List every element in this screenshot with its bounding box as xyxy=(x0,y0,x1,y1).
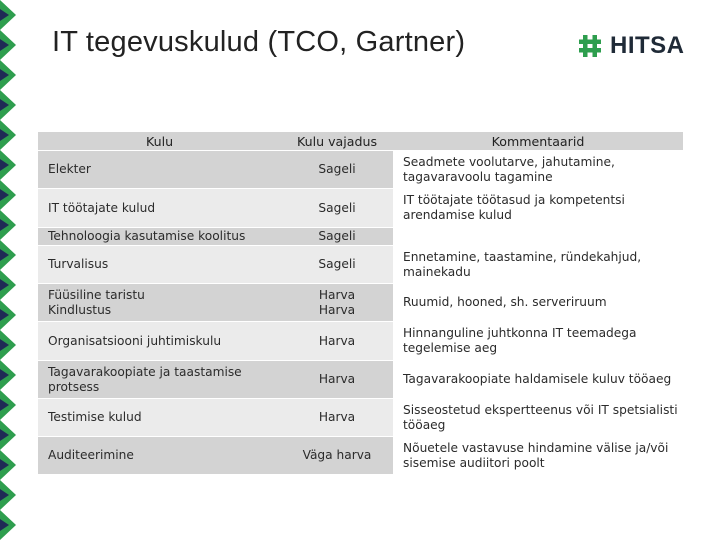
table-row xyxy=(38,151,683,189)
cell-kommentaar: IT töötajate töötasud ja kompetentsi arendamise kulud xyxy=(393,189,683,228)
cell-kulu: Tehnoloogia kasutamise koolitus xyxy=(38,228,281,246)
table-row xyxy=(38,399,683,437)
cell-vajadus: Sageli xyxy=(281,151,393,189)
cell-kulu: Organisatsiooni juhtimiskulu xyxy=(38,322,281,361)
cell-kommentaar: Tagavarakoopiate haldamisele kuluv tööaeg xyxy=(393,361,683,399)
cell-vajadus: Harva xyxy=(281,322,393,361)
cell-kulu: Füüsiline taristu Kindlustus xyxy=(38,284,281,322)
cell-kommentaar: Hinnanguline juhtkonna IT teemadega tegelemise aeg xyxy=(393,322,683,361)
cell-vajadus: Harva Harva xyxy=(281,284,393,322)
table-row xyxy=(38,284,683,322)
hash-logo-icon xyxy=(578,34,602,58)
cell-kommentaar xyxy=(393,228,683,246)
header-kommentaarid: Kommentaarid xyxy=(393,132,683,151)
cell-kulu: Tagavarakoopiate ja taastamise protsess xyxy=(38,361,281,399)
table-row xyxy=(38,322,683,361)
cell-kommentaar: Ruumid, hooned, sh. serveriruum xyxy=(393,284,683,322)
cell-vajadus: Väga harva xyxy=(281,437,393,475)
cell-kulu: Testimise kulud xyxy=(38,399,281,437)
page-title: IT tegevuskulud (TCO, Gartner) xyxy=(52,26,466,58)
cell-kulu: Auditeerimine xyxy=(38,437,281,475)
cell-kulu: Turvalisus xyxy=(38,246,281,284)
table-row xyxy=(38,228,683,246)
header-kulu: Kulu xyxy=(38,132,281,151)
table-row xyxy=(38,189,683,228)
cell-kommentaar: Seadmete voolutarve, jahutamine, tagavaravoolu tagamine xyxy=(393,151,683,189)
cell-vajadus: Harva xyxy=(281,399,393,437)
cell-vajadus: Sageli xyxy=(281,246,393,284)
cell-vajadus: Harva xyxy=(281,361,393,399)
header-kulu-vajadus: Kulu vajadus xyxy=(281,132,393,151)
cell-vajadus: Sageli xyxy=(281,189,393,228)
logo-text: HITSA xyxy=(610,32,685,59)
decorative-triangle-strip xyxy=(0,0,18,540)
table-row xyxy=(38,361,683,399)
cost-table xyxy=(38,132,683,475)
table-row xyxy=(38,246,683,284)
hitsa-logo xyxy=(578,32,685,60)
cell-kulu: IT töötajate kulud xyxy=(38,189,281,228)
cell-kulu: Elekter xyxy=(38,151,281,189)
cell-kommentaar: Nõuetele vastavuse hindamine välise ja/või sisemise audiitori poolt xyxy=(393,437,683,475)
cell-kommentaar: Sisseostetud ekspertteenus või IT spetsialisti tööaeg xyxy=(393,399,683,437)
cell-kommentaar: Ennetamine, taastamine, ründekahjud, mainekadu xyxy=(393,246,683,284)
table-row xyxy=(38,437,683,475)
cell-vajadus: Sageli xyxy=(281,228,393,246)
table-header-row xyxy=(38,132,683,151)
